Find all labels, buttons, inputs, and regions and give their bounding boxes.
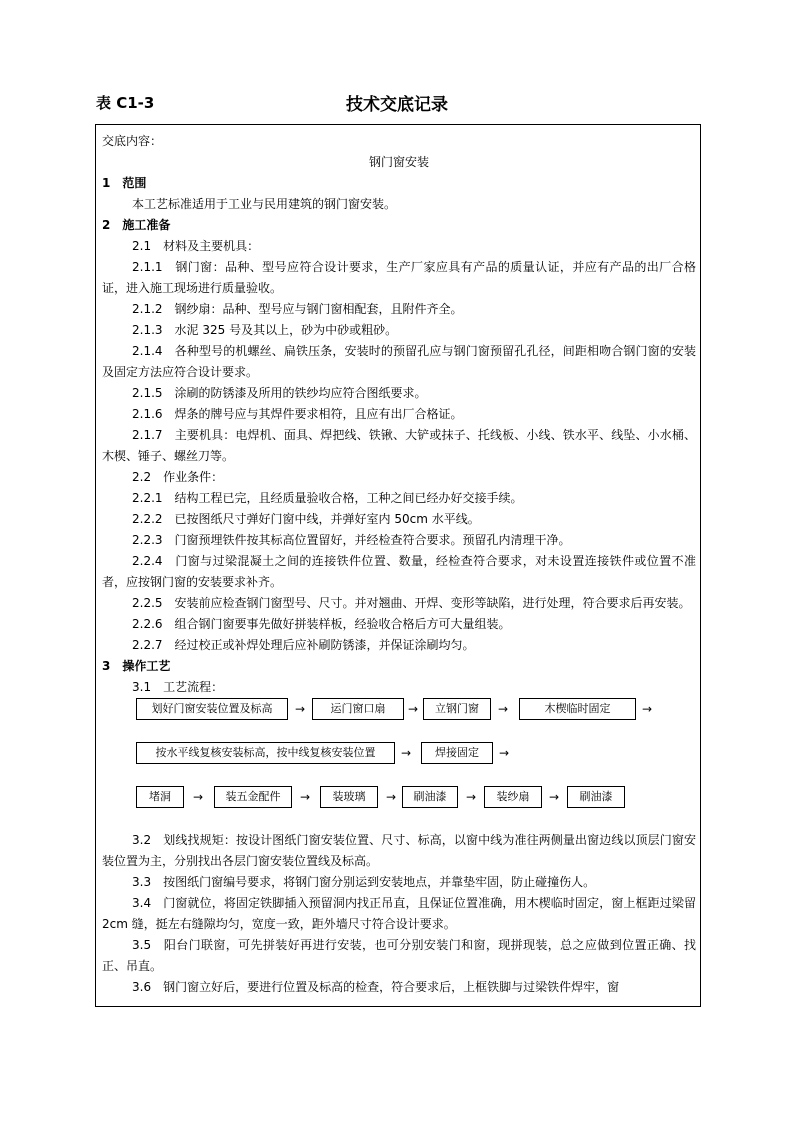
flow-step: 按水平线复核安装标高，按中线复核安装位置 <box>136 742 395 764</box>
flow-step: 刷油漆 <box>402 786 458 808</box>
flow-step: 划好门窗安装位置及标高 <box>136 698 288 720</box>
flow-step: 立钢门窗 <box>423 698 491 720</box>
item-3-4: 3.4 门窗就位，将固定铁脚插入预留洞内找正吊直，且保证位置准确，用木楔临时固定，窗上框距过梁留 2cm 缝，挺左右缝隙均匀，宽度一致，距外墙尺寸符合设计要求。 <box>102 896 696 931</box>
arrow-right-icon: → <box>465 790 477 804</box>
item-2-2-1: 2.2.1 结构工程已完，且经质量验收合格，工种之间已经办好交接手续。 <box>132 491 523 505</box>
arrow-right-icon: → <box>498 746 510 760</box>
item-2-1-5: 2.1.5 涂刷的防锈漆及所用的铁纱均应符合图纸要求。 <box>132 386 427 400</box>
flow-step: 木楔临时固定 <box>519 698 636 720</box>
item-2-2: 2.2 作业条件： <box>132 470 224 484</box>
heading-3: 3 操作工艺 <box>102 659 171 673</box>
item-3-2: 3.2 划线找规矩：按设计图纸门窗安装位置、尺寸、标高，以窗中线为准往两侧量出窗边线以顶层门窗安装位置为主，分别找出各层门窗安装位置线及标高。 <box>102 833 696 868</box>
heading-1: 1 范围 <box>102 176 147 190</box>
item-2-2-6: 2.2.6 组合钢门窗要事先做好拼装样板，经验收合格后方可大量组装。 <box>132 617 511 631</box>
item-2-2-7: 2.2.7 经过校正或补焊处理后应补刷防锈漆，并保证涂刷均匀。 <box>132 638 475 652</box>
item-2-2-2: 2.2.2 已按图纸尺寸弹好门窗中线，并弹好室内 50cm 水平线。 <box>132 512 480 526</box>
arrow-right-icon: → <box>497 702 509 716</box>
flow-step: 运门窗口扇 <box>312 698 404 720</box>
item-2-1-4: 2.1.4 各种型号的机螺丝、扁铁压条，安装时的预留孔应与钢门窗预留孔孔径，间距相吻合钢门窗的安装及固定方法应符合设计要求。 <box>102 344 696 379</box>
disclosure-content-box <box>95 124 701 1007</box>
item-3-5: 3.5 阳台门联窗，可先拼装好再进行安装，也可分别安装门和窗，现拼现装，总之应做到位置正确、找正、吊直。 <box>102 938 696 973</box>
flow-step: 焊接固定 <box>421 742 493 764</box>
arrow-right-icon: → <box>299 790 311 804</box>
item-2-1-3: 2.1.3 水泥 325 号及其以上，砂为中砂或粗砂。 <box>132 323 398 337</box>
flow-step: 堵洞 <box>136 786 184 808</box>
heading-2: 2 施工准备 <box>102 218 171 232</box>
flow-step: 装玻璃 <box>320 786 378 808</box>
flow-step: 刷油漆 <box>567 786 625 808</box>
flow-step: 装五金配件 <box>214 786 292 808</box>
item-2-1-6: 2.1.6 焊条的牌号应与其焊件要求相符，且应有出厂合格证。 <box>132 407 463 421</box>
section-title: 钢门窗安装 <box>368 155 429 169</box>
form-code: 表 C1-3 <box>96 94 155 112</box>
content-label: 交底内容： <box>102 134 163 148</box>
item-2-1-7: 2.1.7 主要机具：电焊机、面具、焊把线、铁锹、大铲或抹子、托线板、小线、铁水平、线坠、小水桶、木楔、锤子、螺丝刀等。 <box>102 428 696 463</box>
arrow-right-icon: → <box>407 702 419 716</box>
arrow-right-icon: → <box>192 790 204 804</box>
content-area <box>102 131 696 998</box>
document-title: 技术交底记录 <box>346 95 448 115</box>
item-2-2-5: 2.2.5 安装前应检查钢门窗型号、尺寸。并对翘曲、开焊、变形等缺陷，进行处理，符合要求后再安装。 <box>132 596 691 610</box>
item-2-1-2: 2.1.2 钢纱扇：品种、型号应与钢门窗相配套，且附件齐全。 <box>132 302 463 316</box>
item-3-1: 3.1 工艺流程： <box>132 680 224 694</box>
item-2-2-3: 2.2.3 门窗预埋铁件按其标高位置留好，并经检查符合要求。预留孔内清理干净。 <box>132 533 571 547</box>
item-2-1: 2.1 材料及主要机具： <box>132 239 260 253</box>
item-2-1-1: 2.1.1 钢门窗：品种、型号应符合设计要求，生产厂家应具有产品的质量认证，并应有产品的出厂合格证，进入施工现场进行质量验收。 <box>102 260 696 295</box>
item-3-3: 3.3 按图纸门窗编号要求，将钢门窗分别运到安装地点，并靠垫牢固，防止碰撞伤人。 <box>132 875 596 889</box>
item-3-6: 3.6 钢门窗立好后，要进行位置及标高的检查，符合要求后，上框铁脚与过梁铁件焊牢，窗 <box>132 980 620 994</box>
flow-row-2 <box>102 742 696 786</box>
flow-row-3 <box>102 786 696 830</box>
paragraph-1: 本工艺标准适用于工业与民用建筑的钢门窗安装。 <box>132 197 397 211</box>
arrow-right-icon: → <box>385 790 397 804</box>
arrow-right-icon: → <box>641 702 653 716</box>
arrow-right-icon: → <box>548 790 560 804</box>
arrow-right-icon: → <box>400 746 412 760</box>
flow-step: 装纱扇 <box>484 786 542 808</box>
arrow-right-icon: → <box>294 702 306 716</box>
flow-row-1 <box>102 698 696 742</box>
item-2-2-4: 2.2.4 门窗与过梁混凝土之间的连接铁件位置、数量，经检查符合要求，对未设置连接铁件或位置不准者，应按钢门窗的安装要求补齐。 <box>102 554 696 589</box>
